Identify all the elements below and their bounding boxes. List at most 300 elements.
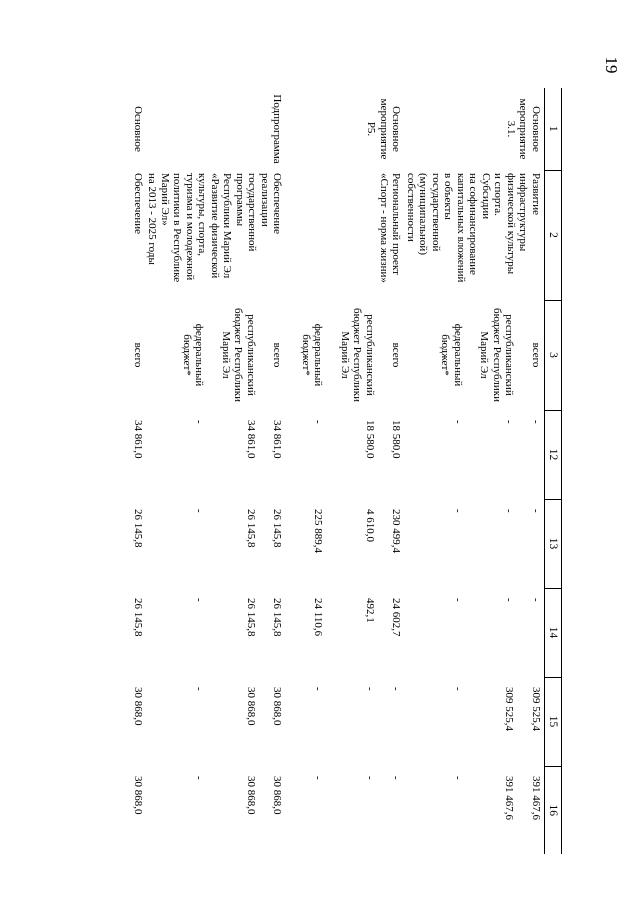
value-pad	[220, 509, 233, 585]
value-block	[220, 776, 258, 851]
budget-value: -	[452, 509, 464, 513]
spacer	[257, 509, 271, 585]
value-block	[271, 420, 284, 496]
spacer	[167, 303, 181, 407]
value-cell-v15	[146, 677, 286, 766]
row-description-line: собственности	[405, 173, 417, 242]
spacer	[425, 687, 439, 763]
budget-value: 18 580,0	[364, 420, 376, 459]
spacer	[464, 509, 478, 585]
table-row	[118, 88, 147, 854]
funding-source-block	[181, 303, 206, 407]
row-description-line: инфраструктуры	[517, 173, 530, 252]
value-block	[132, 687, 145, 763]
value-pad	[491, 509, 504, 585]
spacer	[425, 303, 439, 407]
value-block	[181, 598, 206, 674]
value-block	[271, 509, 284, 585]
value-pad	[220, 776, 233, 851]
value-pad	[491, 420, 504, 496]
spacer	[325, 687, 339, 763]
row-description-line: Региональный проект	[390, 173, 403, 275]
budget-value: 30 868,0	[245, 687, 257, 726]
value-pad	[300, 687, 313, 763]
funding-source-block	[478, 303, 516, 407]
budget-value: -	[530, 598, 542, 602]
value-pad	[478, 687, 491, 763]
value-pad	[181, 598, 194, 674]
spacer	[257, 687, 271, 763]
budget-value: -	[364, 776, 376, 780]
budget-value: 26 145,8	[271, 598, 284, 637]
budget-value: -	[390, 776, 403, 780]
spacer	[516, 687, 530, 763]
spacer	[286, 687, 300, 763]
budget-value: -	[503, 509, 516, 513]
spacer	[464, 598, 478, 674]
spacer	[325, 776, 339, 851]
budget-value: -	[312, 776, 325, 780]
value-block	[530, 687, 543, 763]
budget-value: 34 861,0	[132, 420, 144, 459]
header-col-3: 3	[545, 300, 562, 410]
spacer	[425, 776, 439, 851]
row-description-line: капитальных вложений	[455, 173, 467, 283]
value-cell-v14	[286, 588, 405, 677]
row-type-line: мероприятие	[378, 98, 390, 160]
value-block	[530, 776, 543, 851]
budget-value: 24 602,7	[390, 598, 403, 637]
value-block	[220, 420, 258, 496]
value-pad	[351, 509, 364, 585]
spacer	[516, 776, 530, 851]
row-description-line: Обеспечение	[132, 173, 144, 234]
value-pad	[220, 687, 233, 763]
spacer	[376, 687, 390, 763]
value-block	[181, 420, 206, 496]
value-block	[339, 509, 377, 585]
budget-value: 24 110,6	[312, 598, 325, 637]
funding-source-line: федеральный	[452, 323, 464, 387]
value-cell-v16	[286, 766, 405, 854]
row-description-line: реализации	[259, 173, 271, 227]
funding-source-line: федеральный	[312, 323, 325, 387]
row-description-line: в объекты	[442, 173, 455, 220]
spacer	[376, 303, 390, 407]
funding-source-block	[300, 303, 325, 407]
budget-value: -	[452, 598, 464, 602]
budget-table	[118, 88, 563, 854]
budget-value: 30 868,0	[245, 776, 257, 815]
spacer	[286, 776, 300, 851]
value-block	[478, 776, 516, 851]
value-pad	[339, 598, 352, 674]
funding-source-line: республиканский	[245, 314, 257, 396]
budget-value: 26 145,8	[245, 598, 257, 637]
spacer	[286, 509, 300, 585]
row-description-line: политики в Республике	[171, 173, 184, 283]
value-cell-v13	[405, 499, 545, 588]
budget-value: 26 145,8	[132, 598, 144, 637]
row-description-line: Субсидии	[480, 173, 492, 220]
spacer	[464, 776, 478, 851]
value-cell-v13	[146, 499, 286, 588]
spacer	[325, 598, 339, 674]
value-pad	[232, 509, 245, 585]
funding-source-line: Марий Эл	[339, 331, 351, 379]
value-block	[300, 420, 325, 496]
value-block	[271, 776, 284, 851]
value-block	[439, 420, 464, 496]
value-cell-v14	[405, 588, 545, 677]
row-description-line: государственной	[246, 173, 259, 252]
value-block	[530, 598, 543, 674]
value-block	[478, 598, 516, 674]
row-description-cell	[118, 170, 147, 300]
spacer	[118, 776, 132, 851]
funding-source-line: бюджет Республики	[491, 308, 503, 402]
header-col-12: 12	[545, 410, 562, 499]
budget-value: -	[530, 420, 542, 424]
funding-source-cell	[118, 300, 147, 410]
row-description-line: на софинансирование	[467, 173, 480, 275]
row-type-cell	[146, 88, 286, 170]
rotated-table-frame	[106, 88, 562, 854]
value-block	[478, 420, 516, 496]
table-row	[286, 88, 405, 854]
funding-source-block	[339, 303, 377, 407]
value-block	[181, 687, 206, 763]
value-pad	[439, 687, 452, 763]
budget-value: -	[452, 687, 464, 691]
budget-value: 30 868,0	[271, 776, 284, 815]
value-pad	[232, 598, 245, 674]
row-description-cell	[146, 170, 286, 300]
value-pad	[181, 776, 194, 851]
spacer	[167, 776, 181, 851]
value-pad	[181, 420, 194, 496]
row-type-line: 3.1.	[505, 120, 517, 138]
funding-source-line: всего	[132, 342, 144, 368]
budget-value: -	[193, 509, 206, 513]
budget-value: 230 499,4	[390, 509, 403, 553]
value-pad	[181, 687, 194, 763]
spacer	[118, 687, 132, 763]
value-cell-v15	[405, 677, 545, 766]
value-pad	[478, 776, 491, 851]
spacer	[516, 509, 530, 585]
funding-source-cell	[286, 300, 405, 410]
spacer	[376, 509, 390, 585]
budget-value: 26 145,8	[271, 509, 284, 548]
budget-value: -	[390, 687, 403, 691]
row-type-line: Основное	[530, 106, 542, 152]
table-row	[405, 88, 545, 854]
spacer	[206, 598, 220, 674]
page-number: 19	[602, 56, 621, 74]
value-pad	[220, 420, 233, 496]
funding-source-block	[439, 303, 464, 407]
budget-value: 309 525,4	[530, 687, 542, 731]
row-description-line: «Спорт - норма жизни»	[378, 173, 390, 283]
value-cell-v12	[286, 410, 405, 499]
budget-value: 492,1	[364, 598, 376, 623]
funding-source-line: Марий Эл	[478, 331, 491, 379]
funding-source-line: бюджет*	[439, 334, 452, 376]
value-block	[439, 598, 464, 674]
spacer	[325, 509, 339, 585]
budget-value: 225 889,4	[312, 509, 325, 553]
value-block	[300, 687, 325, 763]
funding-source-line: всего	[530, 342, 542, 368]
row-type-line: Р5.	[365, 121, 378, 137]
value-block	[390, 776, 403, 851]
funding-source-line: бюджет Республики	[232, 308, 245, 402]
row-description-line: программы	[234, 173, 246, 227]
value-cell-v16	[118, 766, 147, 854]
spacer	[257, 303, 271, 407]
spacer	[464, 687, 478, 763]
value-block	[478, 509, 516, 585]
header-row	[545, 88, 562, 854]
row-description-line: на 2013 - 2025 годы	[146, 173, 159, 265]
funding-source-cell	[405, 300, 545, 410]
budget-value: -	[364, 687, 376, 691]
spacer	[206, 776, 220, 851]
funding-source-cell	[146, 300, 286, 410]
value-cell-v12	[118, 410, 147, 499]
value-pad	[181, 509, 194, 585]
value-block	[181, 509, 206, 585]
budget-value: -	[193, 776, 206, 780]
spacer	[516, 598, 530, 674]
header-col-13: 13	[545, 499, 562, 588]
value-pad	[232, 687, 245, 763]
value-pad	[339, 420, 352, 496]
row-type-line: Основное	[390, 106, 403, 152]
value-pad	[351, 598, 364, 674]
budget-value: -	[452, 776, 464, 780]
value-block	[478, 687, 516, 763]
value-block	[271, 598, 284, 674]
value-pad	[491, 598, 504, 674]
budget-value: 26 145,8	[132, 509, 144, 548]
spacer	[286, 598, 300, 674]
value-cell-v16	[146, 766, 286, 854]
funding-source-block	[220, 303, 258, 407]
value-block	[390, 420, 403, 496]
value-block	[181, 776, 206, 851]
funding-source-block	[132, 303, 145, 407]
value-block	[300, 776, 325, 851]
spacer	[425, 420, 439, 496]
value-block	[439, 687, 464, 763]
value-block	[132, 598, 145, 674]
value-pad	[300, 598, 313, 674]
spacer	[206, 420, 220, 496]
value-pad	[478, 509, 491, 585]
spacer	[118, 598, 132, 674]
spacer	[257, 776, 271, 851]
header-col-16: 16	[545, 766, 562, 854]
spacer	[464, 303, 478, 407]
funding-source-line: Марий Эл	[220, 331, 232, 379]
funding-source-line: федеральный	[193, 323, 206, 387]
budget-value: -	[452, 420, 464, 424]
header-col-2: 2	[545, 170, 562, 300]
budget-value: 18 580,0	[390, 420, 403, 459]
spacer	[206, 687, 220, 763]
value-cell-v15	[118, 677, 147, 766]
value-block	[339, 598, 377, 674]
row-type-cell	[286, 88, 405, 170]
value-pad	[300, 420, 313, 496]
budget-value: -	[503, 420, 516, 424]
row-description-line: туризма и молодежной	[184, 173, 196, 281]
funding-source-line: республиканский	[364, 314, 376, 396]
value-pad	[232, 776, 245, 851]
value-cell-v14	[146, 588, 286, 677]
budget-value: 34 861,0	[271, 420, 284, 459]
value-block	[390, 598, 403, 674]
funding-source-block	[530, 303, 543, 407]
spacer	[206, 303, 220, 407]
spacer	[118, 420, 132, 496]
spacer	[167, 420, 181, 496]
budget-value: 4 610,0	[364, 509, 376, 542]
value-block	[132, 509, 145, 585]
row-description-line: «Развитие физической	[209, 173, 221, 279]
row-description-cell	[286, 170, 405, 300]
header-col-15: 15	[545, 677, 562, 766]
value-pad	[439, 509, 452, 585]
value-pad	[478, 598, 491, 674]
value-block	[439, 776, 464, 851]
value-pad	[439, 420, 452, 496]
budget-value: -	[193, 420, 206, 424]
spacer	[376, 776, 390, 851]
value-pad	[339, 509, 352, 585]
value-block	[220, 509, 258, 585]
value-pad	[351, 420, 364, 496]
value-block	[390, 509, 403, 585]
value-pad	[339, 776, 352, 851]
spacer	[286, 420, 300, 496]
spacer	[118, 509, 132, 585]
budget-value: 391 467,6	[503, 776, 516, 820]
value-pad	[439, 598, 452, 674]
value-block	[339, 420, 377, 496]
row-description-line: Развитие	[530, 173, 542, 216]
row-type-line: Основное	[132, 106, 144, 152]
spacer	[376, 420, 390, 496]
value-block	[132, 776, 145, 851]
value-cell-v14	[118, 588, 147, 677]
value-pad	[339, 687, 352, 763]
funding-source-line: бюджет*	[300, 334, 312, 376]
funding-source-line: всего	[271, 342, 284, 368]
budget-value: 30 868,0	[132, 687, 144, 726]
row-description-line: культуры, спорта,	[196, 173, 209, 257]
value-block	[271, 687, 284, 763]
budget-value: -	[312, 687, 325, 691]
row-type-cell	[118, 88, 147, 170]
value-pad	[491, 687, 504, 763]
funding-source-line: всего	[390, 342, 403, 368]
spacer	[425, 598, 439, 674]
spacer	[257, 598, 271, 674]
spacer	[425, 509, 439, 585]
row-description-line: и спорта.	[492, 173, 505, 216]
funding-source-block	[390, 303, 403, 407]
value-pad	[300, 776, 313, 851]
funding-source-line: бюджет Республики	[351, 308, 364, 402]
row-description-line: Республики Марий Эл	[221, 173, 234, 279]
budget-value: 391 467,6	[530, 776, 542, 820]
row-type-line: Подпрограмма	[271, 94, 284, 164]
value-cell-v15	[286, 677, 405, 766]
funding-source-line: бюджет*	[181, 334, 193, 376]
header-col-14: 14	[545, 588, 562, 677]
value-block	[300, 509, 325, 585]
value-cell-v12	[405, 410, 545, 499]
value-pad	[439, 776, 452, 851]
spacer	[167, 687, 181, 763]
value-block	[220, 687, 258, 763]
header-col-1: 1	[545, 88, 562, 170]
budget-value: 30 868,0	[271, 687, 284, 726]
budget-value: -	[193, 598, 206, 602]
budget-value: 34 861,0	[245, 420, 257, 459]
value-block	[530, 420, 543, 496]
value-pad	[478, 420, 491, 496]
budget-value: -	[503, 598, 516, 602]
row-type-cell	[405, 88, 545, 170]
budget-value: -	[530, 509, 542, 513]
spacer	[464, 420, 478, 496]
budget-value: -	[312, 420, 325, 424]
spacer	[118, 303, 132, 407]
value-pad	[351, 687, 364, 763]
spacer	[376, 598, 390, 674]
funding-source-line: республиканский	[503, 314, 516, 396]
budget-value: 30 868,0	[132, 776, 144, 815]
value-cell-v12	[146, 410, 286, 499]
row-description-line: государственной	[430, 173, 442, 252]
spacer	[257, 420, 271, 496]
row-description-line: Обеспечение	[271, 173, 284, 234]
spacer	[325, 303, 339, 407]
budget-value: 26 145,8	[245, 509, 257, 548]
spacer	[167, 509, 181, 585]
value-block	[132, 420, 145, 496]
spacer	[286, 303, 300, 407]
spacer	[206, 509, 220, 585]
value-block	[339, 687, 377, 763]
funding-source-block	[271, 303, 284, 407]
budget-value: 309 525,4	[503, 687, 516, 731]
row-description-line: физической культуры	[505, 173, 517, 275]
value-cell-v13	[286, 499, 405, 588]
budget-value: -	[193, 687, 206, 691]
value-pad	[232, 420, 245, 496]
value-pad	[220, 598, 233, 674]
spacer	[325, 420, 339, 496]
value-cell-v16	[405, 766, 545, 854]
value-cell-v13	[118, 499, 147, 588]
value-block	[339, 776, 377, 851]
value-pad	[300, 509, 313, 585]
